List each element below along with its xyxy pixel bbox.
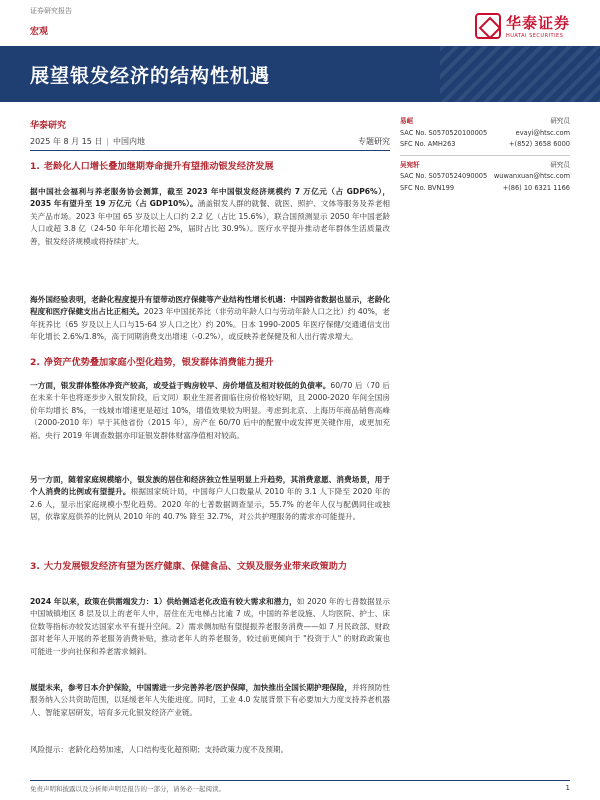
paragraph-lead: 另一方面，随着家庭规模缩小，银发族的居住和经济独立性呈明显上升趋势，其消费意愿、消费场景，用于个人消费的比例或有望提升。 xyxy=(30,475,390,497)
banner-pattern xyxy=(440,46,600,102)
paragraph xyxy=(30,474,390,524)
analyst-name: 易峘 xyxy=(400,117,414,125)
dateline: 2025 年 8 月 15 日 | 中国内地 专题研究 xyxy=(30,136,390,151)
section-heading: 3. 大力发展银发经济有望为医疗健康、保健食品、文娱及服务业带来政策助力 xyxy=(30,561,348,572)
analyst-sac: SAC No. S0570520100005 xyxy=(400,128,488,137)
section-heading: 2. 净资产优势叠加家庭小型化趋势，银发群体消费能力提升 xyxy=(30,357,274,368)
paragraph-body: 并将预防性服务纳入公共资助范围，以延缓老年人失能进度。同时，工业 4.0 发展背景下有必要加大力度支持养老机器人、智能家居研发，培育多元化银发经济产业链。 xyxy=(30,683,390,717)
paragraph-body: 根据国家统计局，中国每户人口数量从 2010 年的 3.1 人下降至 2020 年的 2.6 人，显示出家庭规模小型化趋势。2020 年的七普数据调查显示，55.7% 的老年人仅与配偶同住或独居，依靠家庭供养的比例从 2010 年的 40.7% 降至 32.7%，对公共护理服务的需求亦可能提升。 xyxy=(30,487,390,522)
report-category: 宏观 xyxy=(30,27,49,37)
disclaimer: 免责声明和披露以及分析师声明是报告的一部分，请务必一起阅读。 xyxy=(30,785,225,793)
analyst-email[interactable]: wuwanxuan@htsc.com xyxy=(493,172,570,180)
analyst-sac: SAC No. S0570524090005 xyxy=(400,172,488,180)
analyst-sfc: SFC No. AMH263 xyxy=(400,140,456,148)
paragraph-body: 涵盖银发人群的就餐、就医、照护、文体等服务及养老相关产品市场。2023 年中国 65 岁及以上人口约 2.2 亿（占比 15.6%），联合国预测显示 2050 年中国老龄人口或超 3.8 亿（24-50 年年化增长超 2%，届时占比 30.9%）。医疗水平提升推动老年群体生活质量改善，银发经济规模或将持续扩大。 xyxy=(30,199,390,246)
risk-note: 风险提示：老龄化趋势加速，人口结构变化超预期；支持政策力度不及预期。 xyxy=(30,745,289,754)
title-banner xyxy=(0,46,600,102)
analyst-role: 研究员 xyxy=(550,160,570,169)
report-meta-label: 证券研究报告 xyxy=(30,7,72,15)
paragraph-lead: 海外国经验表明，老龄化程度提升有望带动医疗保健等产业结构性增长机遇：中国跨省数据也显示，老龄化程度和医疗保健支出占比正相关。 xyxy=(30,295,390,317)
footer-divider xyxy=(30,780,570,781)
analyst-divider xyxy=(400,155,570,156)
paragraph xyxy=(30,380,390,442)
report-date: 2025 年 8 月 15 日 xyxy=(30,137,103,146)
logo-en-text: HUATAI SECURITIES xyxy=(505,33,564,39)
paragraph-lead: 据中国社会福利与养老服务协会测算，截至 2023 年中国银发经济规模约 7 万亿元（占 GDP6%），2035 年有望升至 19 万亿元（占 GDP10%）。 xyxy=(30,187,390,209)
paragraph xyxy=(30,186,390,248)
report-region: 中国内地 xyxy=(113,137,146,146)
logo-mark-icon xyxy=(475,13,501,39)
section-heading: 1. 老龄化人口增长叠加继期寿命提升有望推动银发经济发展 xyxy=(30,161,274,172)
report-title: 展望银发经济的结构性机遇 xyxy=(30,65,271,87)
paragraph-body: 2023 年中国抚养比（非劳动年龄人口与劳动年龄人口之比）约 40%，老年抚养比（65 岁及以上人口与15-64 岁人口之比）约 20%。日本 1990-2005 年医疗保健/交通通信支出年化增长 2.6%/1.8%，高于同期消费支出增速（-0.2%），或反映养老保健及和人出行需求增大。 xyxy=(30,307,391,342)
analyst-block xyxy=(400,116,570,194)
analyst-role: 研究员 xyxy=(550,117,570,125)
paragraph-lead: 展望未来，参考日本介护保险，中国需进一步完善养老/医护保障，加快推出全国长期护理保险， xyxy=(30,683,352,692)
analyst-name: 吴宛轩 xyxy=(400,160,420,169)
paragraph-lead: 2024 年以来，政策在供需端发力：1）供给侧适老化改造有较大需求和潜力， xyxy=(30,597,297,606)
paragraph xyxy=(30,596,390,658)
paragraph xyxy=(30,682,390,719)
analyst-phone: +(852) 3658 6000 xyxy=(508,140,570,148)
logo-cn-text: 华泰证券 xyxy=(505,14,570,32)
paragraph-lead: 一方面，银发群体整体净资产较高，或受益于购房较早、房价增值及相对较低的负债率。 xyxy=(30,381,331,390)
report-source: 华泰研究 xyxy=(30,121,67,131)
paragraph xyxy=(30,294,390,344)
analyst-sfc: SFC No. BVN199 xyxy=(400,183,455,192)
paragraph-body: 60/70 后（70 后在未来十年也将逐步步入银发阶段，后文同）职业生涯者面临住房价格较好期，且 2000-2020 年间全国房价年均增长 8%，一线城市增速更是超过 10%，增值效果较为明显。考虑到北京、上海历年商品销售高峰（2000-2010 年）早于其他省份（2015 年），房产在 60/70 后中的配置中或发挥更关键作用，或更加充裕。央行 2019 年调查数据亦印证银发群体财富净值相对较高。 xyxy=(30,381,390,440)
paragraph-body: 如 2020 年的七普数据显示中国城镇地区 8 层及以上的老年人中，居住在无电梯占比逾 7 成，中国的养老设施、人均医院、护士、床位数等指标亦较发达国家水平有提升空间。2）需求侧加贴有望提振养老服务消费——如 7 月民政部、财政部对老年人开展的养老服务消费补贴，推动老年人的养老服务，较过前更倾向于 "投资于人" 的财政政策也可能进一步向社保和养老需求倾斜。 xyxy=(30,597,390,656)
analyst-phone: +(86) 10 6321 1166 xyxy=(502,183,570,192)
analyst-email[interactable]: evayi@htsc.com xyxy=(515,128,570,137)
company-logo xyxy=(475,12,570,39)
page-number: 1 xyxy=(565,784,570,792)
report-tag: 专题研究 xyxy=(358,137,390,146)
